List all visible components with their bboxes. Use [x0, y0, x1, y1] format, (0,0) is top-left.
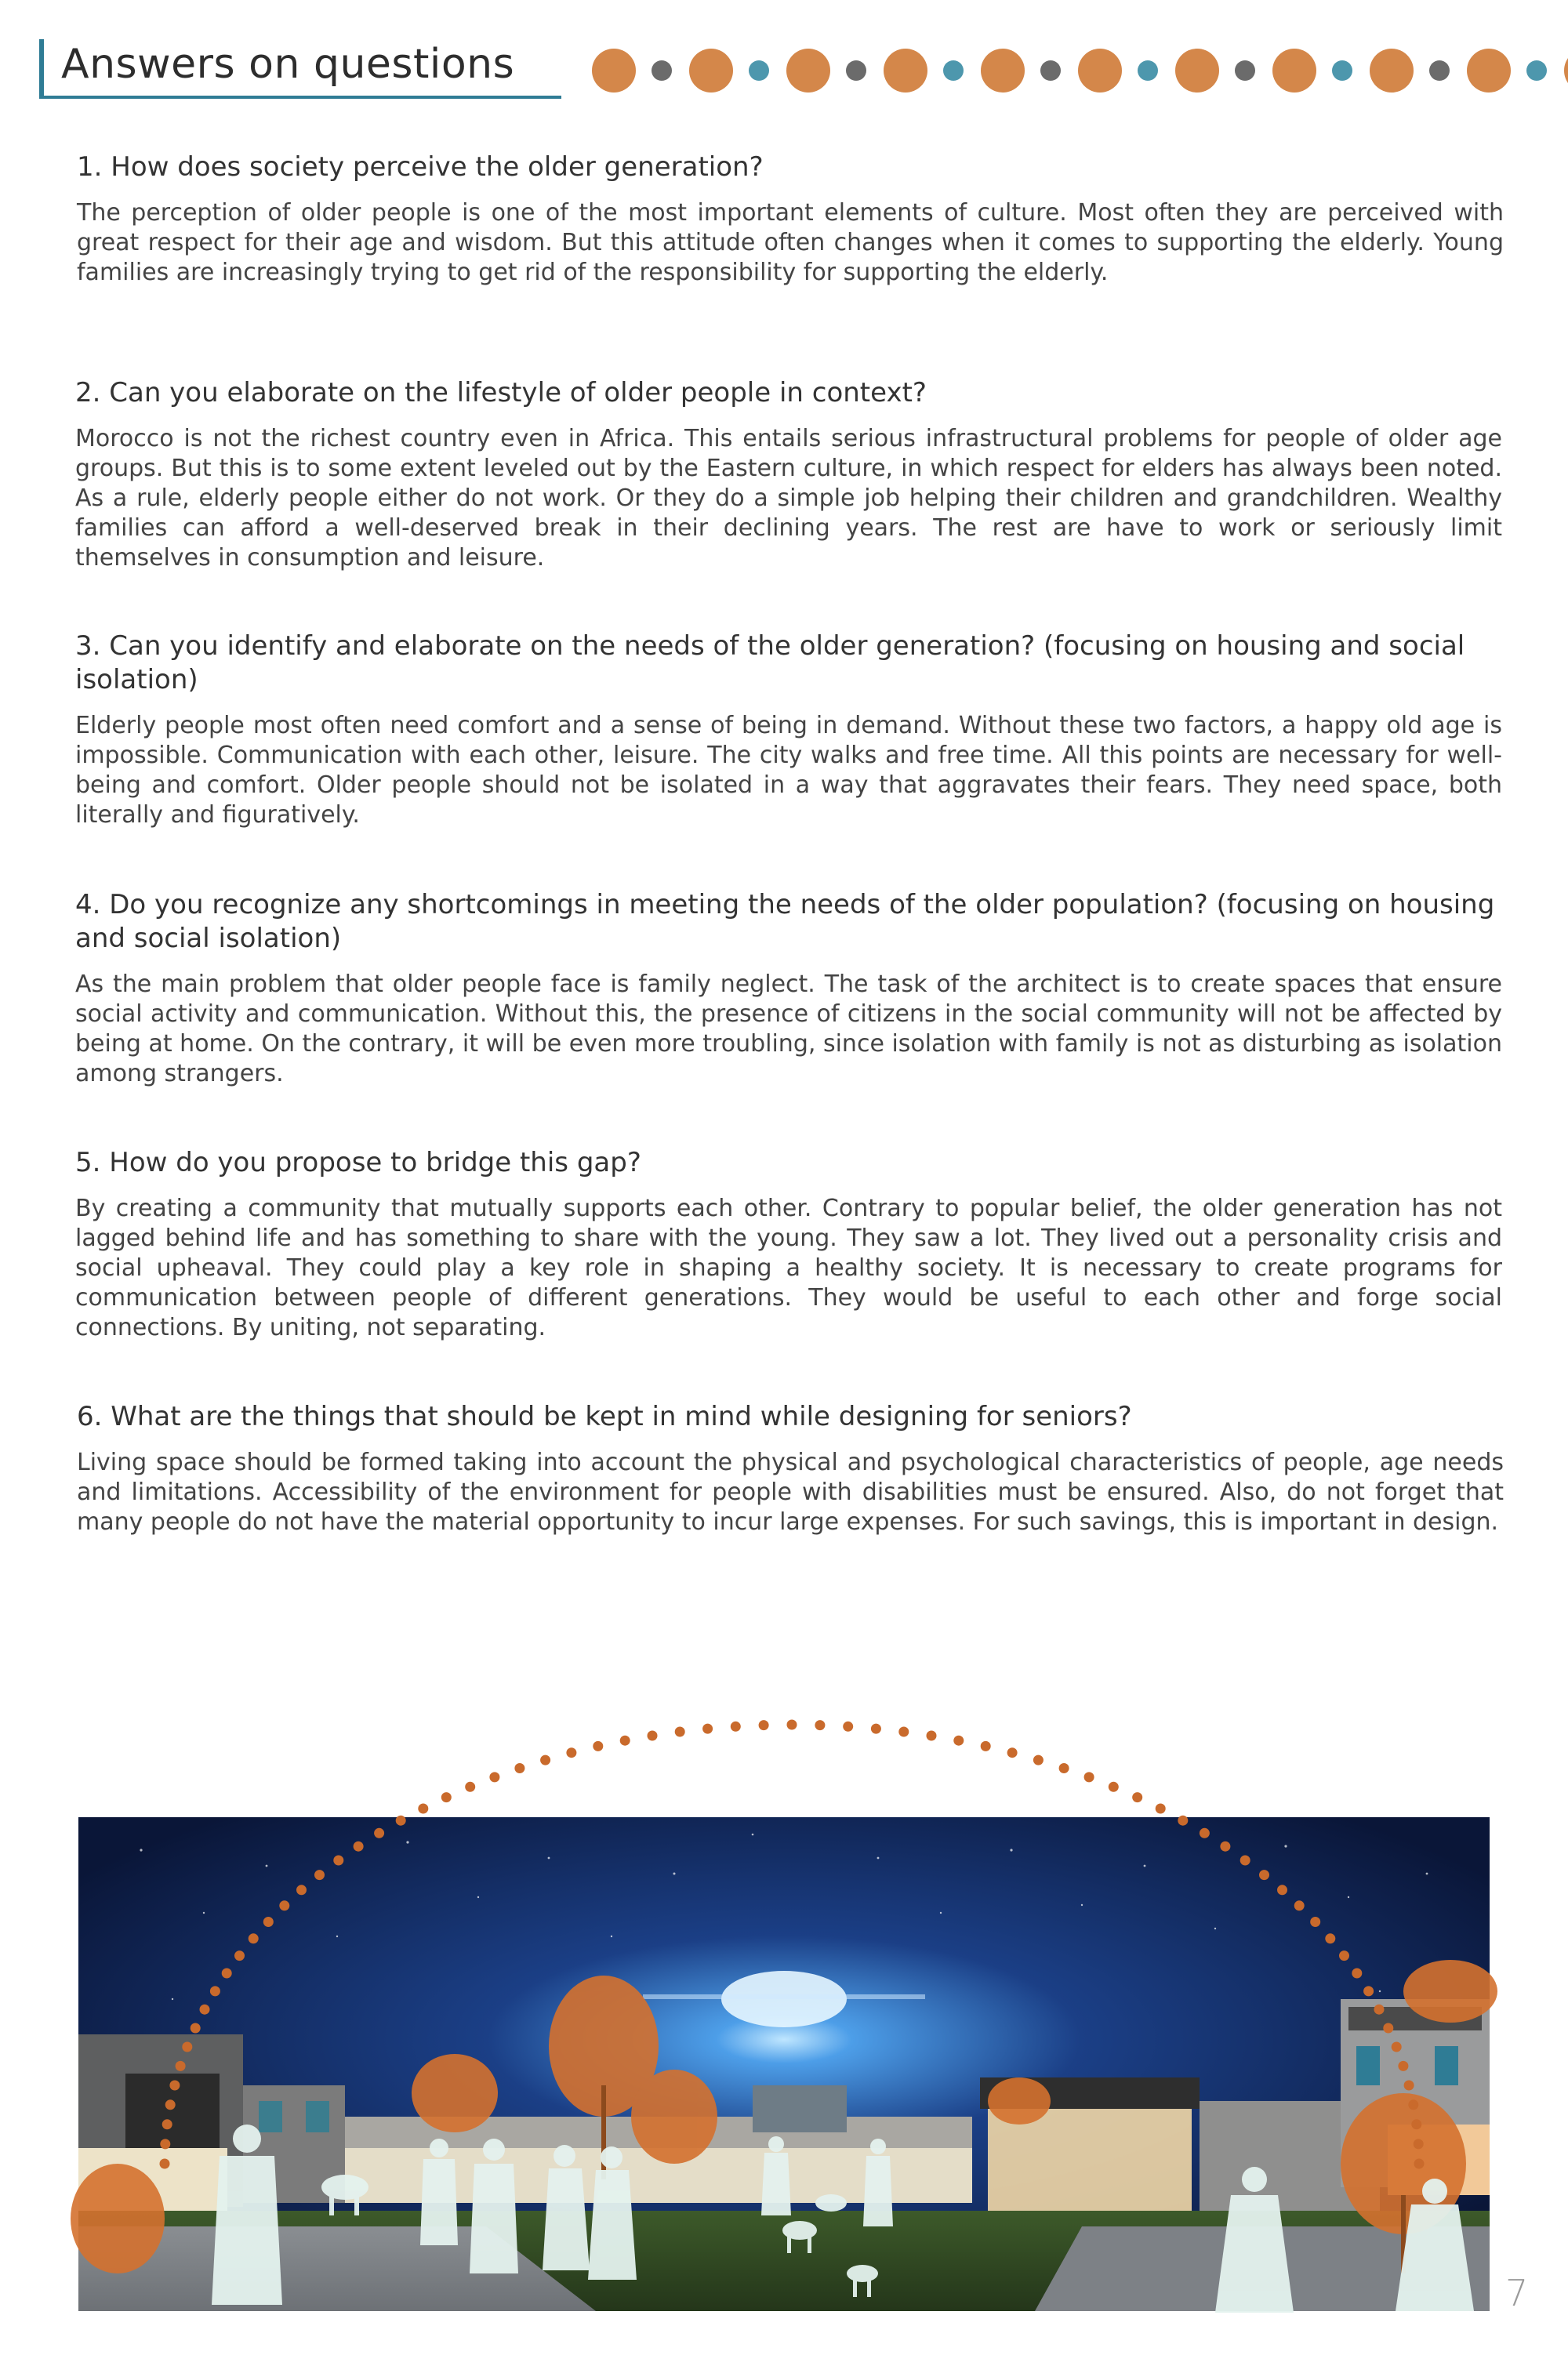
arc-dot	[279, 1900, 289, 1910]
decorative-dot	[1429, 60, 1450, 81]
arc-dot	[1178, 1816, 1188, 1826]
arc-dot	[441, 1792, 452, 1802]
question-3: 3. Can you identify and elaborate on the needs of the older generation? (focusing on housing and social isolation)	[75, 630, 1465, 695]
arc-dot	[222, 1969, 232, 1979]
arc-dot	[191, 2023, 201, 2034]
arc-dot	[648, 1731, 658, 1741]
arc-dot	[465, 1782, 475, 1792]
arc-dot	[953, 1736, 964, 1746]
question-4: 4. Do you recognize any shortcomings in meeting the needs of the older population? (focusing on housing and social isolation)	[75, 889, 1495, 954]
decorative-dot	[884, 49, 927, 93]
decorative-dot	[1332, 60, 1352, 81]
night-plaza-illustration	[0, 1678, 1568, 2352]
arc-dot	[1059, 1763, 1069, 1773]
arc-dot	[1156, 1804, 1166, 1814]
arc-dot	[1383, 2023, 1393, 2034]
decorative-dot	[1040, 60, 1061, 81]
arc-dot	[1411, 2119, 1421, 2129]
arc-dot	[871, 1724, 881, 1734]
question-6: 6. What are the things that should be kept in mind while designing for seniors?	[77, 1401, 1132, 1432]
arc-dot	[210, 1986, 220, 1996]
arc-dot	[1414, 2139, 1424, 2149]
qa-block-5	[75, 1146, 1502, 1343]
arc-dot	[354, 1842, 364, 1852]
decorative-dot	[652, 60, 672, 81]
decorative-dot	[1564, 49, 1568, 93]
arc-dot	[675, 1727, 685, 1737]
question-5: 5. How do you propose to bridge this gap?	[75, 1147, 641, 1178]
arc-dot	[1392, 2042, 1402, 2052]
arc-dot	[234, 1950, 245, 1961]
arc-dot	[396, 1816, 406, 1826]
arc-dot	[169, 2081, 180, 2091]
answer-6: Living space should be formed taking into account the physical and psychological characteristics of people, age needs and limitations. Accessibility of the environment for people with disabilities must be ensured. Also, do not forget that many people do not have the material opportunity to incur large expenses. For such savings, this is important in design.	[77, 1449, 1504, 1536]
qa-block-3	[75, 630, 1502, 830]
decorative-dot	[749, 60, 769, 81]
arc-dot	[1109, 1782, 1119, 1792]
arc-dot	[843, 1722, 853, 1732]
arc-dot	[1220, 1842, 1230, 1852]
arc-dot	[489, 1772, 499, 1782]
arc-dot	[514, 1763, 524, 1773]
arc-dot	[540, 1755, 550, 1765]
arc-dot	[759, 1720, 769, 1730]
arc-dot	[374, 1828, 384, 1838]
arc-dot	[620, 1736, 630, 1746]
arc-dot	[1339, 1950, 1349, 1961]
arc-dot	[1398, 2061, 1408, 2071]
arc-dot	[787, 1720, 797, 1730]
arc-dot	[1259, 1870, 1269, 1880]
arc-dot	[160, 2139, 170, 2149]
decorative-dot	[1235, 60, 1255, 81]
title-underline	[39, 96, 561, 99]
decorative-dot	[689, 49, 733, 93]
arc-dot	[160, 2159, 170, 2169]
arc-dot	[1007, 1747, 1018, 1758]
arc-dot	[1374, 2005, 1385, 2015]
decorative-dot	[592, 49, 636, 93]
arc-dot	[1363, 1986, 1374, 1996]
arc-dot	[1240, 1856, 1250, 1866]
question-2: 2. Can you elaborate on the lifestyle of older people in context?	[75, 377, 927, 408]
decorative-dot-row	[592, 47, 1568, 94]
answer-1: The perception of older people is one of the most important elements of culture. Most often they are perceived with great respect for their age and wisdom. But this attitude often changes when it comes to supporting the elderly. Young families are increasingly trying to get rid of the responsibility for supporting the elderly.	[77, 199, 1504, 286]
arc-dot	[1200, 1828, 1210, 1838]
arc-dot	[162, 2119, 172, 2129]
arc-dot	[1277, 1885, 1287, 1895]
decorative-dot	[1175, 49, 1219, 93]
arc-dot	[165, 2099, 176, 2110]
qa-block-2	[75, 376, 1502, 573]
arc-dot	[314, 1870, 325, 1880]
decorative-dot	[981, 49, 1025, 93]
qa-block-6	[77, 1400, 1504, 1537]
decorative-dot	[1526, 60, 1547, 81]
arc-dot	[593, 1741, 603, 1751]
page-number: 7	[1505, 2272, 1529, 2314]
arc-dot	[1325, 1933, 1335, 1943]
qa-block-1	[77, 151, 1504, 288]
answer-5: By creating a community that mutually supports each other. Contrary to popular belief, the older generation has not lagged behind life and has something to share with the young. They saw a lot. They lived out a personality crisis and social upheaval. They could play a key role in shaping a healthy society. It is necessary to create programs for communication between people of different generations. They would be useful to each other and forge social connections. By uniting, not separating.	[75, 1195, 1502, 1341]
arc-dot	[981, 1741, 991, 1751]
decorative-dot	[846, 60, 866, 81]
arc-dot	[927, 1731, 937, 1741]
arc-dot	[263, 1917, 274, 1927]
arc-dot	[176, 2061, 186, 2071]
decorative-dot	[1370, 49, 1414, 93]
decorative-dot	[1272, 49, 1316, 93]
arc-dot	[1404, 2081, 1414, 2091]
answer-2: Morocco is not the richest country even in Africa. This entails serious infrastructural problems for people of older age groups. But this is to some extent leveled out by the Eastern culture, in which respect for elders has always been noted. As a rule, elderly people either do not work. Or they do a simple job helping their children and grandchildren. Wealthy families can afford a well-deserved break in their declining years. The rest are have to work or seriously limit themselves in consumption and leisure.	[75, 425, 1502, 572]
qa-block-4	[75, 888, 1502, 1089]
arc-dot	[182, 2042, 192, 2052]
page-header	[0, 0, 1568, 110]
arc-dot	[1084, 1772, 1094, 1782]
arc-dot	[1310, 1917, 1320, 1927]
decorative-dot	[1138, 60, 1158, 81]
arc-dot	[815, 1720, 825, 1730]
arc-dot	[1033, 1755, 1044, 1765]
page-title: Answers on questions	[61, 41, 515, 88]
arc-dot	[566, 1747, 576, 1758]
arc-dot	[898, 1727, 909, 1737]
arc-dot	[1294, 1900, 1305, 1910]
arc-dot	[702, 1724, 713, 1734]
arc-dot	[296, 1885, 307, 1895]
decorative-dot	[1467, 49, 1511, 93]
arc-dot	[249, 1933, 259, 1943]
illustration-svg	[0, 1678, 1568, 2352]
arc-dot	[418, 1804, 428, 1814]
question-1: 1. How does society perceive the older generation?	[77, 151, 764, 183]
arc-dot	[1132, 1792, 1142, 1802]
decorative-dot	[1078, 49, 1122, 93]
title-bar	[39, 39, 561, 99]
arc-dot	[333, 1856, 343, 1866]
arc-dot	[1352, 1969, 1362, 1979]
answer-4: As the main problem that older people face is family neglect. The task of the architect is to create spaces that ensure social activity and communication. Without this, the presence of citizens in the social community will not be affected by being at home. On the contrary, it will be even more troubling, since isolation with family is not as disturbing as isolation among strangers.	[75, 971, 1502, 1087]
answer-3: Elderly people most often need comfort and a sense of being in demand. Without these two factors, a happy old age is impossible. Communication with each other, leisure. The city walks and free time. All this points are necessary for well-being and comfort. Older people should not be isolated in a way that aggravates their fears. They need space, both literally and figuratively.	[75, 712, 1502, 829]
arc-dot	[200, 2005, 210, 2015]
decorative-dot	[786, 49, 830, 93]
arc-dot	[731, 1722, 741, 1732]
arc-dot	[1414, 2159, 1425, 2169]
arc-dot	[1408, 2099, 1418, 2110]
decorative-dot	[943, 60, 964, 81]
